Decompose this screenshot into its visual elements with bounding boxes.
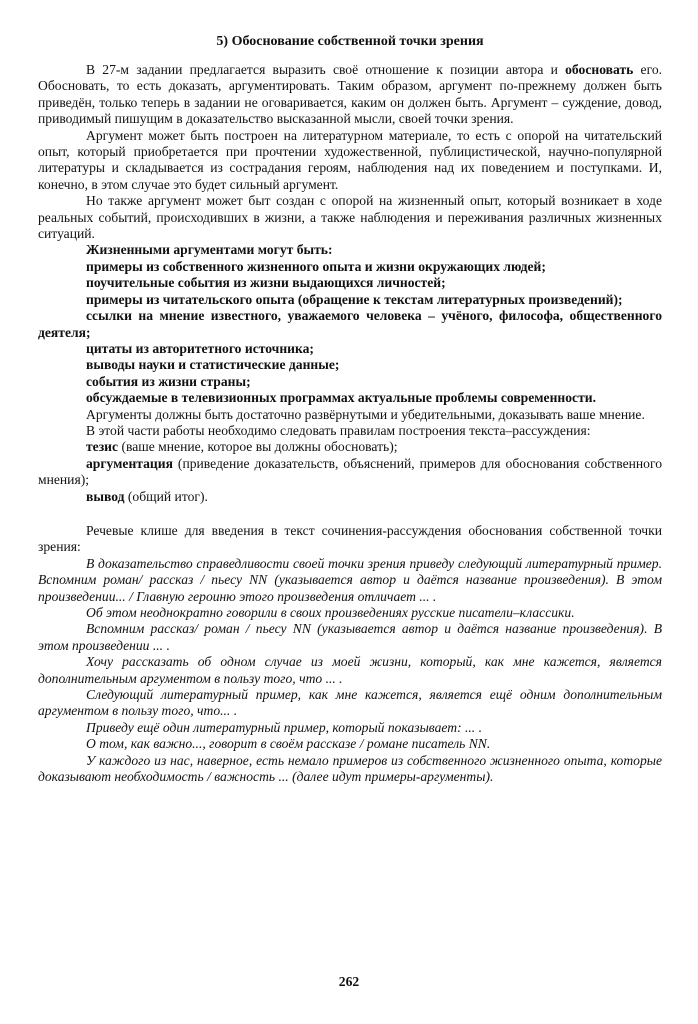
rule-text: (приведение доказательств, объяснений, примеров для обоснования собственного мнения); — [38, 455, 662, 488]
rule-item — [38, 439, 662, 455]
rule-term: тезис — [86, 439, 119, 455]
life-paragraph: Но также аргумент может быт создан с опорой на жизненный опыт, который возникает в ходе реальных событий, происходивших в жизни, а также наблюдения и переживания различных жизненных ситуаций. — [38, 193, 662, 242]
detailed-paragraph: Аргументы должны быть достаточно развёрнутыми и убедительными, доказывать ваше мнение. — [86, 406, 645, 422]
cliche-item: Об этом неоднократно говорили в своих произведениях русские писатели–классики. — [86, 605, 575, 620]
life-arg-item: цитаты из авторитетного источника; — [86, 340, 314, 356]
life-arg-item: примеры из читательского опыта (обращение к текстам литературных произведений); — [86, 291, 623, 307]
rule-text: (общий итог). — [127, 488, 208, 504]
intro-paragraph — [38, 62, 662, 128]
cliche-item: В доказательство справедливости своей точки зрения приведу следующий литературный пример. Вспомним роман/ рассказ / пьесу NN (указывается автор и даётся название произведения). В этом произведении... / Главную героиню этого произведения отличает ... . — [38, 555, 662, 604]
cliche-item: У каждого из нас, наверное, есть немало примеров из собственного жизненного опыта, которые доказывают необходимость / важность ... (далее идут примеры-аргументы). — [38, 752, 662, 785]
life-arg-item: выводы науки и статистические данные; — [86, 357, 340, 373]
life-arg-item: обсуждаемые в телевизионных программах актуальные проблемы современности. — [86, 390, 596, 406]
rule-term: аргументация — [86, 455, 173, 471]
page-number: 262 — [338, 974, 360, 989]
literary-paragraph: Аргумент может быть построен на литературном материале, то есть с опорой на читательский опыт, который приобретается при прочтении художественной, публицистической, научно-популярной литературы и складывается из сострадания героям, наблюдения над их поведением и поступками. И, конечно, в этом случае это будет сильный аргумент. — [38, 127, 662, 192]
life-args-heading: Жизненными аргументами могут быть: — [86, 242, 333, 258]
life-arg-item: события из жизни страны; — [86, 373, 251, 389]
cliche-intro-paragraph: Речевые клише для введения в текст сочинения-рассуждения обоснования собственной точки зрения: — [38, 522, 662, 555]
rule-item — [38, 489, 662, 505]
life-arg-item: ссылки на мнение известного, уважаемого человека – учёного, философа, общественного деятеля; — [38, 308, 662, 340]
cliche-item: Следующий литературный пример, как мне кажется, является ещё одним дополнительным аргументом в пользу того, что... . — [38, 687, 662, 719]
intro-text-end: его. Обосновать, то есть доказать, аргументировать. Таким образом, аргумент по-прежнему должен быть приведён, только теперь в задании не оговаривается, каким он должен быть. Аргумент – суждение, довод, приводимый пишущим в доказательство высказанной мысли, своей точки зрения. — [38, 62, 663, 127]
cliche-item: О том, как важно..., говорит в своём рассказе / романе писатель NN. — [86, 736, 491, 752]
rule-item — [38, 456, 662, 489]
life-arg-item: поучительные события из жизни выдающихся личностей; — [86, 275, 446, 291]
section-title: 5) Обоснование собственной точки зрения — [216, 34, 484, 49]
intro-text-start: В 27-м задании предлагается выразить своё отношение к позиции автора и — [86, 62, 558, 77]
rules-paragraph: В этой части работы необходимо следовать правилам построения текста–рассуждения: — [86, 422, 591, 438]
life-arg-item: примеры из собственного жизненного опыта и жизни окружающих людей; — [86, 258, 546, 274]
document-page — [38, 34, 662, 785]
rule-text: (ваше мнение, которое вы должны обосновать); — [121, 439, 398, 455]
rule-term: вывод — [86, 488, 125, 504]
intro-bold-word: обосновать — [565, 62, 634, 77]
spacer — [38, 505, 662, 523]
cliche-item: Приведу ещё один литературный пример, который показывает: ... . — [86, 719, 482, 735]
cliche-item: Хочу рассказать об одном случае из моей жизни, который, как мне кажется, является дополнительным аргументом в пользу того, что ... . — [38, 654, 662, 686]
cliche-item: Вспомним рассказ/ роман / пьесу NN (указывается автор и даётся название произведения). В этом произведении ... . — [38, 621, 662, 653]
